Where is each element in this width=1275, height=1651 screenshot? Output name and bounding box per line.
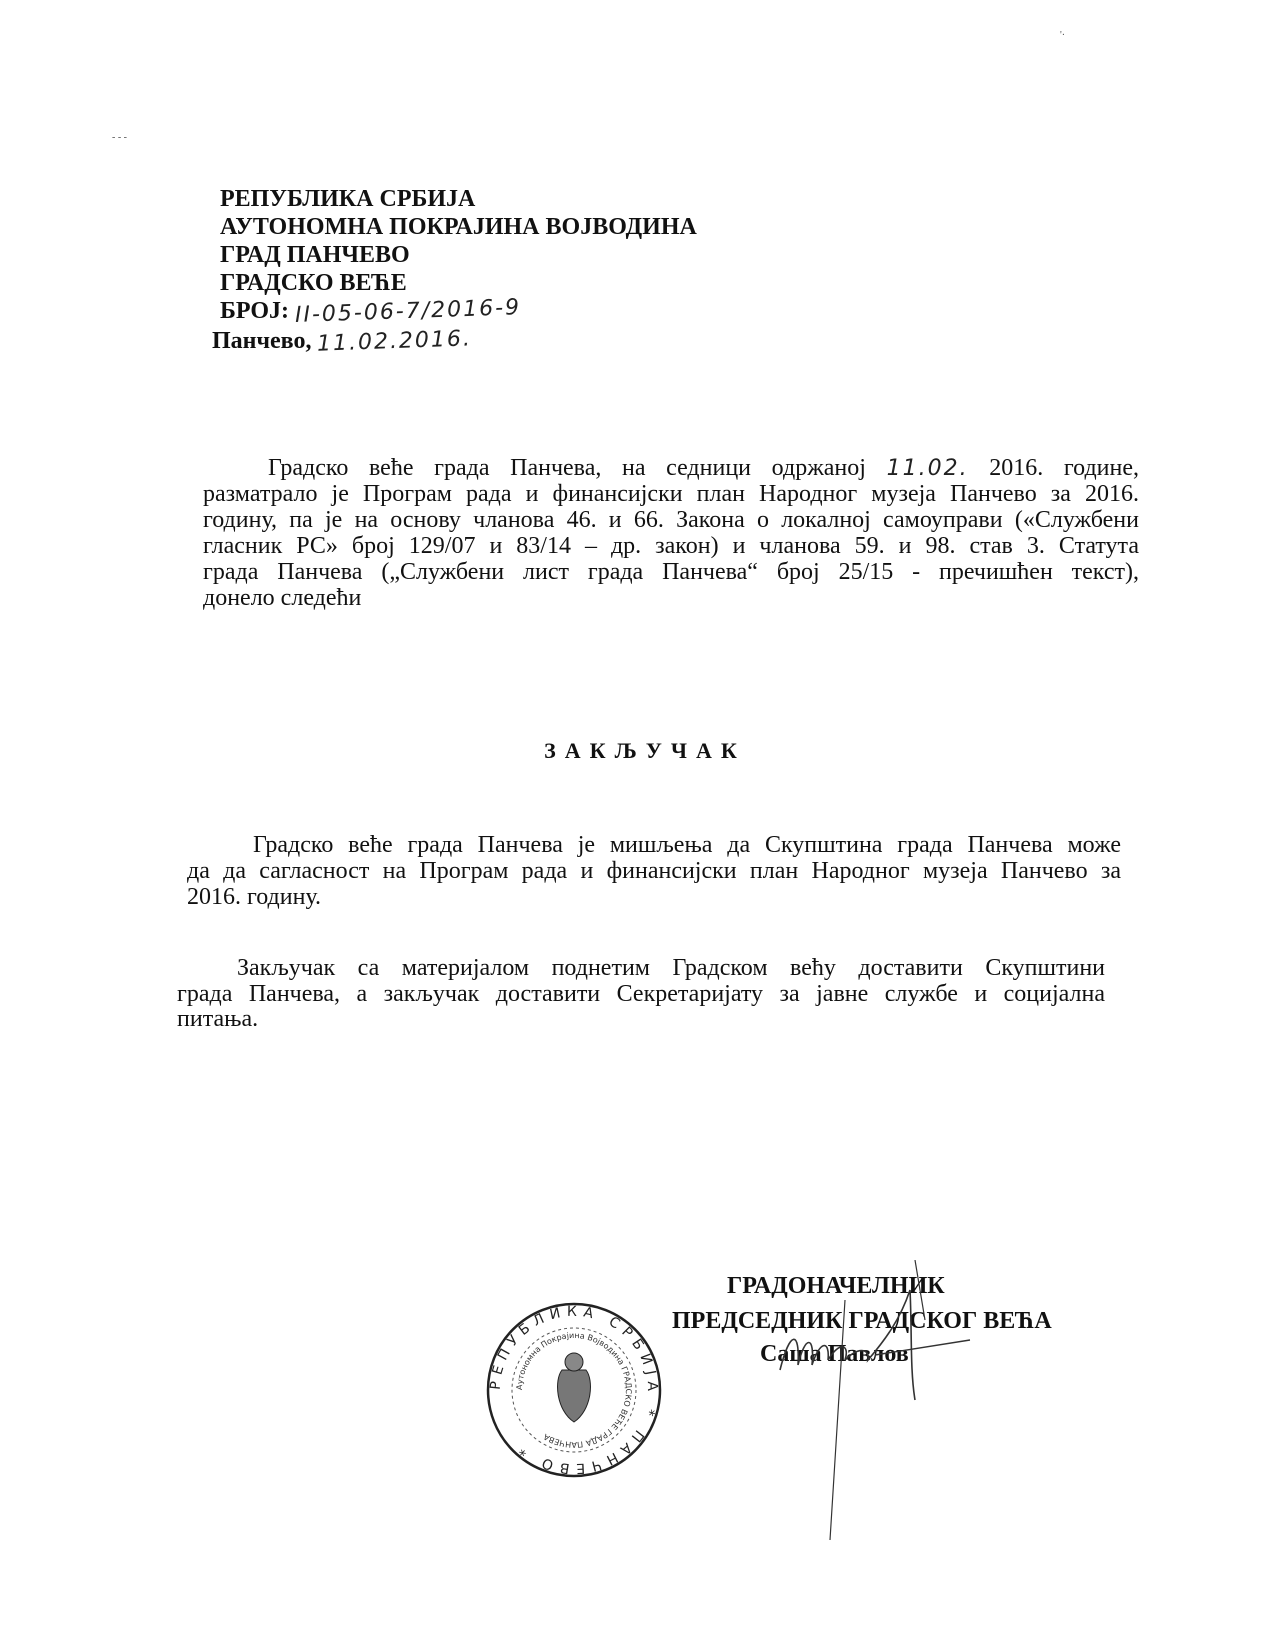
header-province: АУТОНОМНА ПОКРАЈИНА ВОЈВОДИНА xyxy=(220,214,697,240)
crown-icon xyxy=(565,1353,583,1371)
header-republic: РЕПУБЛИКА СРБИЈА xyxy=(220,186,476,212)
scan-mark: '· xyxy=(1060,30,1066,41)
text-line: гласник РС» број 129/07 и 83/14 – др. закон) и чланова 59. и 98. став 3. Статута xyxy=(203,533,1139,559)
text-line: да да сагласност на Програм рада и финансијски план Народног музеја Панчево за xyxy=(187,858,1121,884)
header-number xyxy=(220,295,522,328)
text-line: донело следећи xyxy=(203,585,362,611)
text-line: питања. xyxy=(177,1006,259,1032)
header-council: ГРАДСКО ВЕЋЕ xyxy=(220,270,407,296)
text-line: годину, па је на основу чланова 46. и 66. Закона о локалној самоуправи («Службени xyxy=(203,507,1139,533)
signatory-role-council-president: ПРЕДСЕДНИК ГРАДСКОГ ВЕЋА xyxy=(672,1308,1052,1334)
text-line: града Панчева („Службени лист града Панчева“ број 25/15 - пречишћен текст), xyxy=(203,559,1139,585)
date-handwritten: 11.02.2016. xyxy=(317,326,473,357)
handwritten-signature xyxy=(760,1260,1060,1560)
stamp-inner-text: Аутономна Покрајина Војводина ГРАДСКО ВЕЋЕ ГРАДА ПАНЧЕВА xyxy=(514,1330,634,1450)
text-line: 2016. годину. xyxy=(187,884,322,910)
signatory-name: Саша Павлов xyxy=(760,1341,909,1367)
stamp-outer-text: РЕПУБЛИКА СРБИЈА * ПАНЧЕВО * xyxy=(487,1303,661,1477)
header-city: ГРАД ПАНЧЕВО xyxy=(220,242,410,268)
document-title: ЗАКЉУЧАК xyxy=(544,738,746,763)
text-line: Градско веће града Панчева је мишљења да Скупштина града Панчева може xyxy=(253,832,1121,858)
number-value-handwritten: II-05-06-7/2016-9 xyxy=(294,295,522,328)
session-date-handwritten: 11.02. xyxy=(886,456,969,481)
text-line: разматрало је Програм рада и финансијски план Народног музеја Панчево за 2016. xyxy=(203,481,1139,507)
text-line: Закључак са материјалом поднетим Градском већу доставити Скупштини xyxy=(237,955,1105,981)
number-label: БРОЈ: xyxy=(220,298,290,324)
text-line: града Панчева, а закључак доставити Секретаријату за јавне службе и социјална xyxy=(177,981,1105,1007)
text-span: Градско веће града Панчева, на седници одржаној xyxy=(268,455,866,481)
signatory-role-mayor: ГРАДОНАЧЕЛНИК xyxy=(727,1273,945,1299)
official-stamp xyxy=(484,1300,664,1480)
place-label: Панчево, xyxy=(212,328,312,354)
text-line xyxy=(268,455,1139,481)
scan-mark: - - - xyxy=(112,132,127,143)
coat-of-arms-icon xyxy=(558,1370,591,1422)
text-span: 2016. године, xyxy=(989,455,1140,481)
header-place-date xyxy=(212,326,473,357)
